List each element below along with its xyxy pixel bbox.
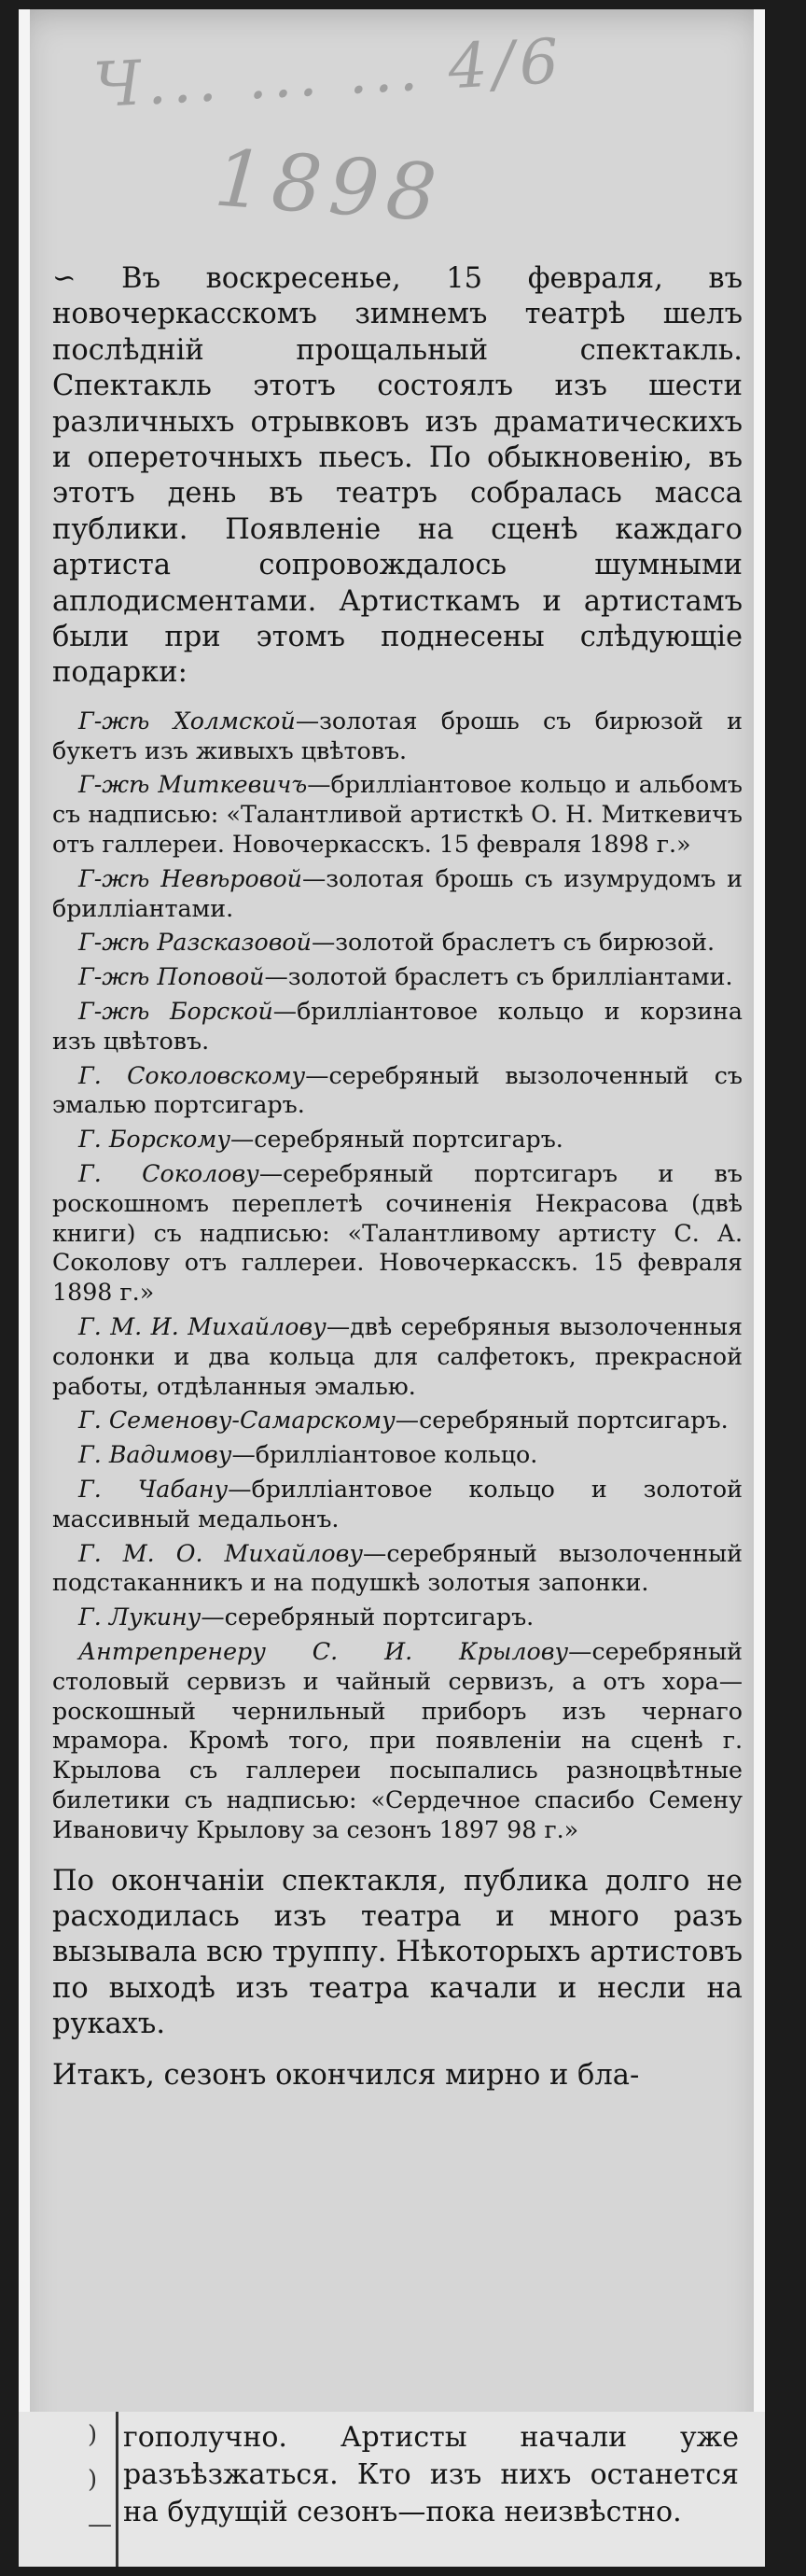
gift-recipient: Г. Чабану bbox=[78, 1476, 229, 1503]
gift-item bbox=[52, 1440, 743, 1470]
gift-description: —золотой браслетъ съ бирюзой. bbox=[311, 929, 716, 957]
gift-recipient: Г-жѣ Борской bbox=[78, 998, 273, 1026]
gift-description: —серебряный портсигаръ. bbox=[395, 1407, 729, 1435]
article bbox=[52, 261, 743, 2093]
gift-recipient: Г-жѣ Разсказовой bbox=[78, 929, 312, 957]
gift-recipient: Антрепренеру С. И. Крылову bbox=[78, 1637, 569, 1665]
gift-recipient: Г. Лукину bbox=[78, 1603, 202, 1631]
gift-recipient: Г. Соколовскому bbox=[78, 1061, 306, 1089]
margin-mark: ) bbox=[88, 2421, 98, 2449]
article-closing-rest: гополучно. Артисты начали уже разъѣзжаться. Кто изъ нихъ останется на будущій сезонъ—пока неизвѣстно. bbox=[123, 2421, 739, 2528]
gift-description: —золотая брошь съ бирюзой и букетъ изъ живыхъ цвѣтовъ. bbox=[52, 707, 743, 764]
gift-description: —серебряный вызолоченный съ эмалью портсигаръ. bbox=[52, 1061, 743, 1119]
handwritten-annotation bbox=[65, 19, 737, 252]
gift-recipient: Г-жѣ Поповой bbox=[78, 963, 265, 991]
gift-description: —брилліантовое кольцо и альбомъ съ надписью: «Талантливой артисткѣ О. Н. Миткевичъ отъ галлереи. Новочеркасскъ. 15 февраля 1898 г.» bbox=[52, 771, 743, 859]
gift-recipient: Г-жѣ Холмской bbox=[78, 707, 296, 735]
gift-description: —серебряный портсигаръ. bbox=[201, 1603, 535, 1631]
handwritten-source: Ч... ... ... 4/6 bbox=[91, 24, 566, 122]
margin-mark: — bbox=[88, 2511, 112, 2539]
gift-recipient: Г-жѣ Невѣровой bbox=[78, 864, 302, 892]
paper-edge-right bbox=[754, 9, 765, 2567]
gift-description: —брилліантовое кольцо. bbox=[231, 1441, 538, 1469]
gift-list bbox=[52, 707, 743, 1845]
paper-edge-left bbox=[19, 9, 30, 2567]
gift-description: —золотая брошь съ изумрудомъ и брилліантами. bbox=[52, 864, 743, 922]
gift-item bbox=[52, 962, 743, 992]
gift-item bbox=[52, 864, 743, 924]
newspaper-clipping bbox=[19, 9, 765, 2567]
gift-description: —золотой браслетъ съ брилліантами. bbox=[264, 963, 733, 991]
pasted-text bbox=[123, 2419, 739, 2531]
margin-mark: ) bbox=[88, 2466, 98, 2494]
article-after-show: По окончаніи спектакля, публика долго не расходилась изъ театра и много разъ вызывала всю труппу. Нѣкоторыхъ артистовъ по выходѣ изъ театра качали и несли на рукахъ. bbox=[52, 1864, 743, 2041]
gift-item bbox=[52, 1159, 743, 1308]
gift-item bbox=[52, 707, 743, 766]
gift-description: —брилліантовое кольцо и корзина изъ цвѣтовъ. bbox=[52, 998, 743, 1055]
pasted-fragment bbox=[19, 2412, 765, 2567]
gift-recipient: Г. Вадимову bbox=[78, 1441, 232, 1469]
gift-item bbox=[52, 1475, 743, 1534]
gift-description: —серебряный портсигаръ. bbox=[230, 1126, 563, 1154]
gift-item bbox=[52, 770, 743, 859]
gift-description: —серебряный столовый сервизъ и чайный сервизъ, а отъ хора—роскошный чернильный приборъ изъ чернаго мрамора. Кромѣ того, при появленіи на сценѣ г. Крылова съ галлереи посыпались разноцвѣтные билетики съ надписью: «Сердечное спасибо Семену Ивановичу Крылову за сезонъ 1897 98 г.» bbox=[52, 1637, 743, 1843]
gift-item bbox=[52, 1061, 743, 1121]
gift-recipient: Г-жѣ Миткевичъ bbox=[78, 771, 308, 799]
gift-item bbox=[52, 1312, 743, 1401]
gift-item bbox=[52, 997, 743, 1057]
gift-recipient: Г. Семенову-Самарскому bbox=[78, 1407, 396, 1435]
gift-description: —брилліантовое кольцо и золотой массивный медальонъ. bbox=[52, 1476, 743, 1533]
gift-description: —двѣ серебряныя вызолоченныя солонки и два кольца для салфетокъ, прекрасной работы, отдѣланныя эмалью. bbox=[52, 1313, 743, 1400]
article-intro: ∽ Въ воскресенье, 15 февраля, въ новочеркасскомъ зимнемъ театрѣ шелъ послѣднiй прощальный спектакль. Спектакль этотъ состоялъ изъ шести различныхъ отрывковъ изъ драматическихъ и опереточныхъ пьесъ. По обыкновенiю, въ этотъ день въ театръ собралась масса публики. Появленiе на сценѣ каждаго артиста сопровождалось шумными аплодисментами. Артисткамъ и артистамъ были при этомъ поднесены слѣдующiе подарки: bbox=[52, 262, 743, 690]
gift-recipient: Г. М. О. Михайлову bbox=[78, 1539, 364, 1567]
gift-item bbox=[52, 1603, 743, 1632]
gift-recipient: Г. Соколову bbox=[78, 1160, 259, 1188]
article-closing-first-line: Итакъ, сезонъ окончился мирно и бла- bbox=[52, 2058, 640, 2092]
gift-description: —серебряный вызолоченный подстаканникъ и на подушкѣ золотыя запонки. bbox=[52, 1539, 743, 1597]
gift-recipient: Г. Борскому bbox=[78, 1126, 230, 1154]
gift-item bbox=[52, 1637, 743, 1845]
gift-description: —серебряный портсигаръ и въ роскошномъ переплетѣ сочиненія Некрасова (двѣ книги) съ надписью: «Талантливому артисту С. А. Соколову отъ галлереи. Новочеркасскъ. 15 февраля 1898 г.» bbox=[52, 1160, 743, 1307]
gift-item bbox=[52, 1125, 743, 1155]
gift-item bbox=[52, 1539, 743, 1599]
gift-item bbox=[52, 928, 743, 958]
handwritten-year: 1898 bbox=[211, 132, 447, 240]
gift-item bbox=[52, 1406, 743, 1435]
gift-recipient: Г. М. И. Михайлову bbox=[78, 1313, 327, 1341]
margin-marks bbox=[73, 2412, 118, 2567]
